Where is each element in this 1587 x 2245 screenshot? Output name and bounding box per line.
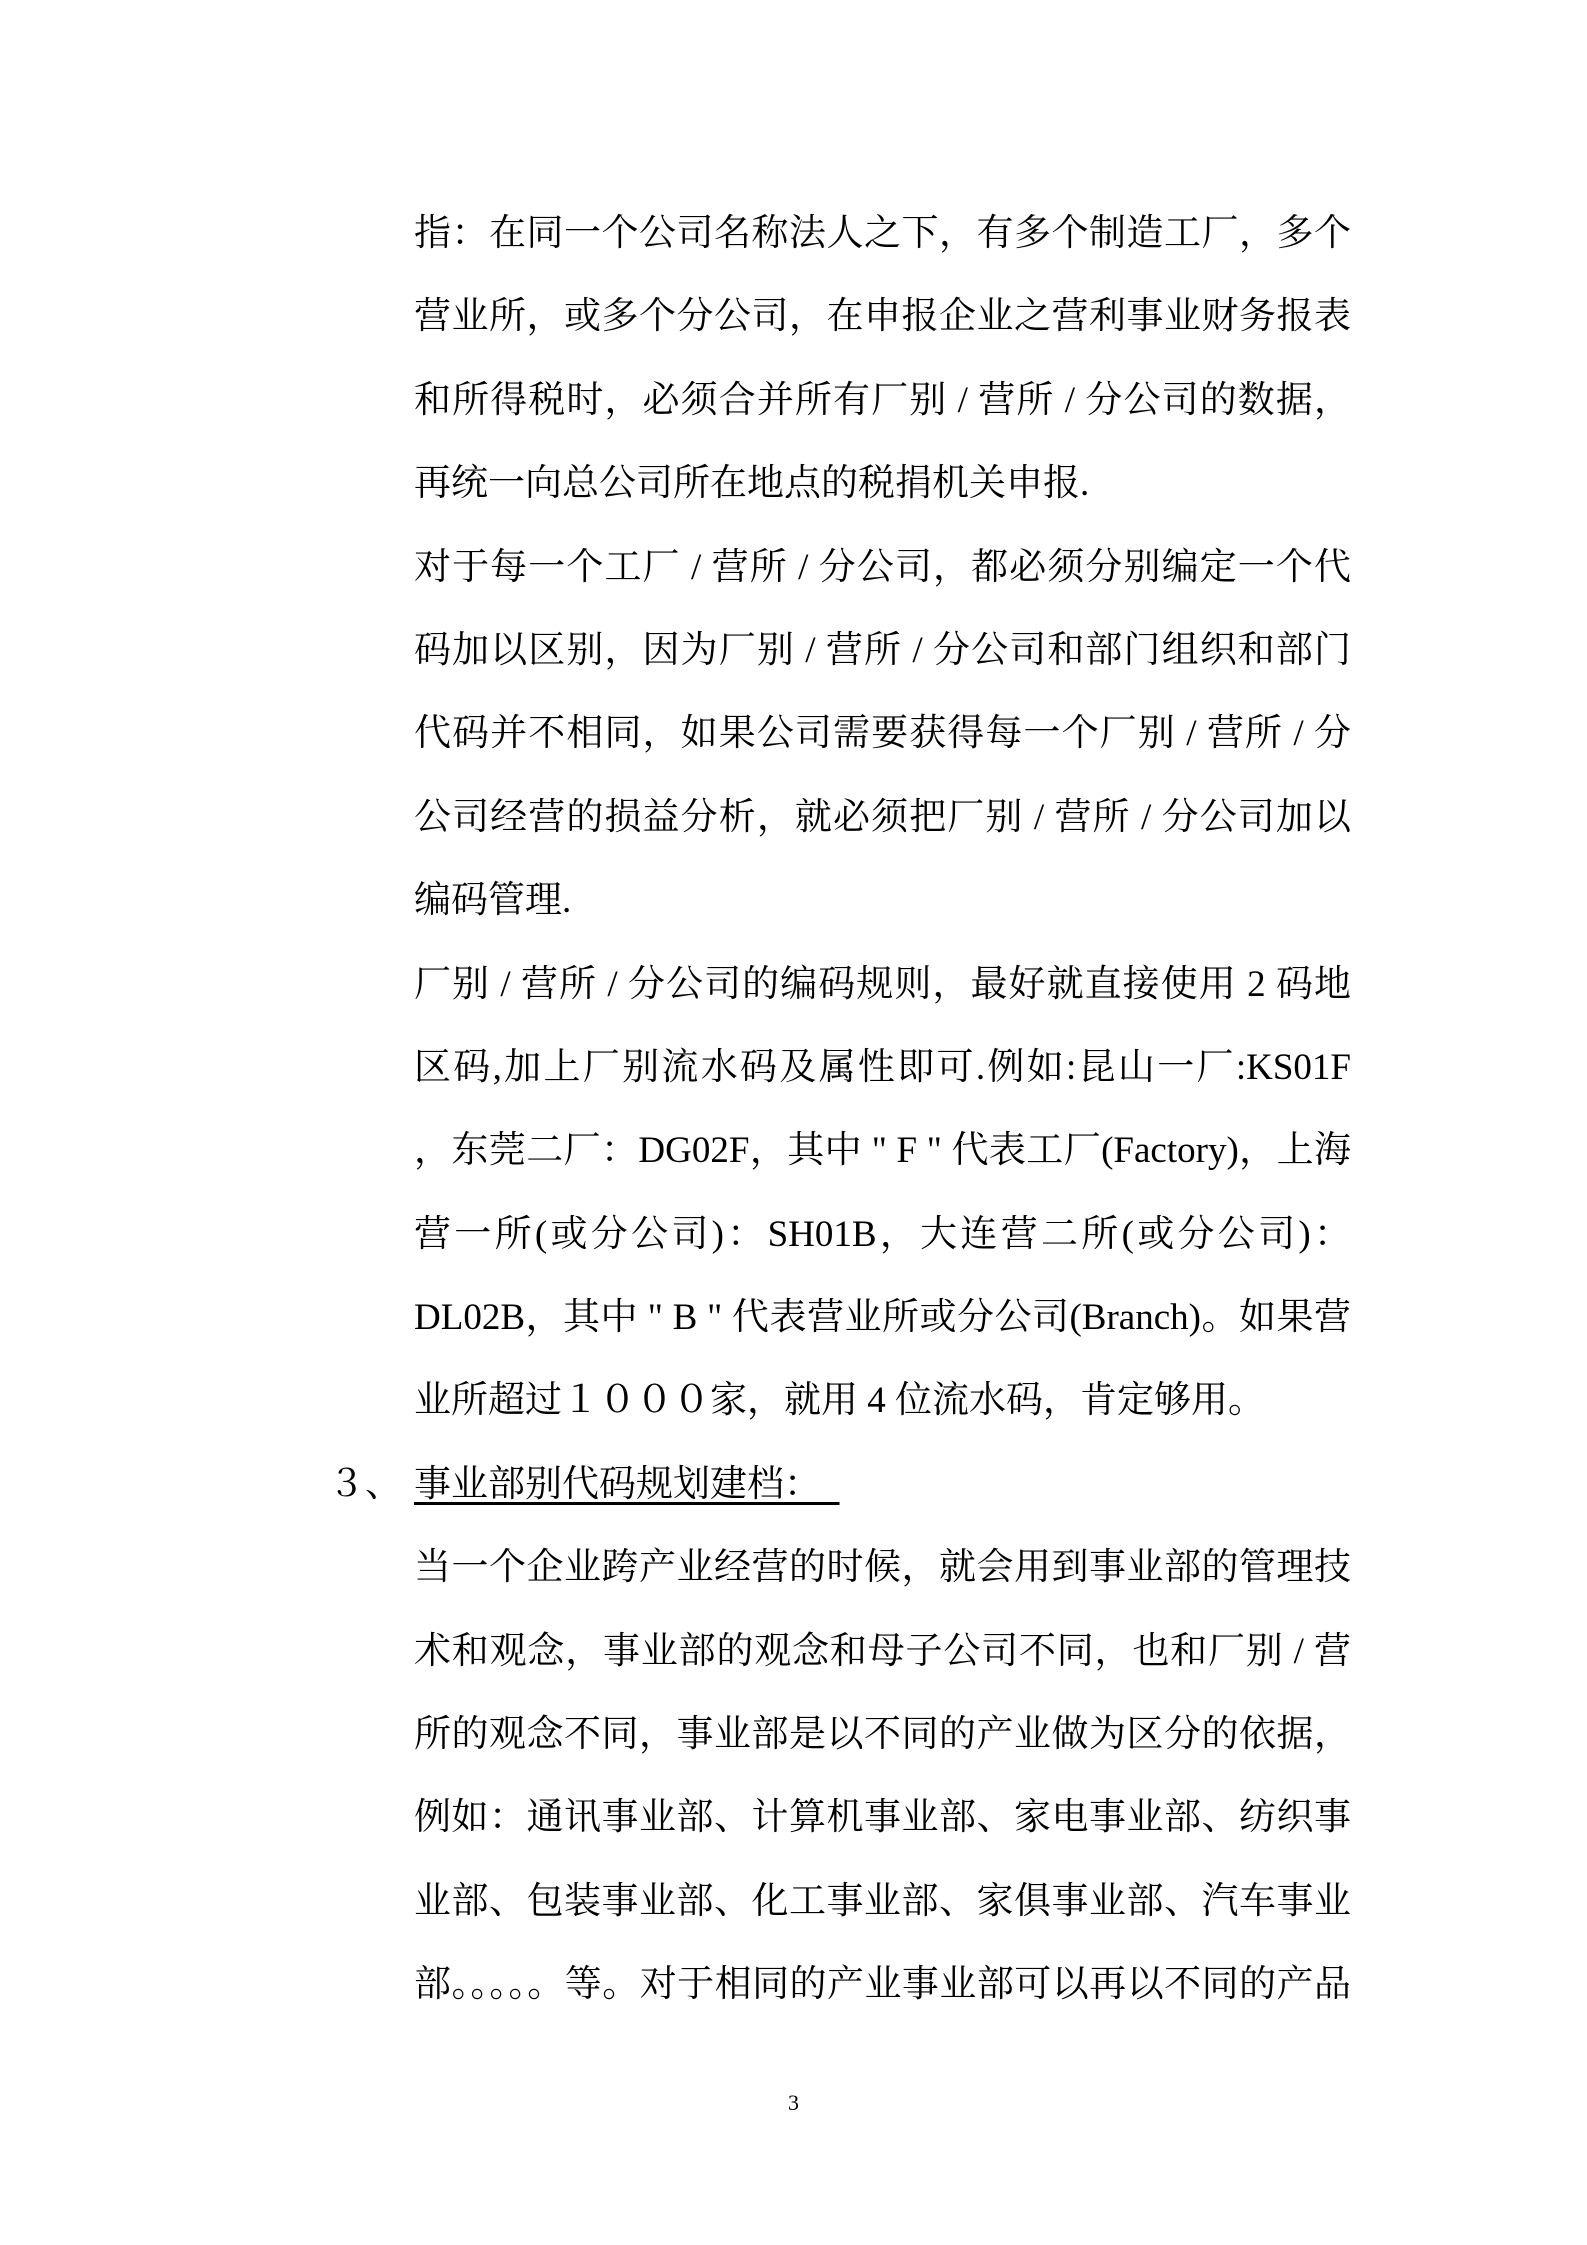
text-line: 厂别 / 营所 / 分公司的编码规则，最好就直接使用 2 码地	[414, 963, 1351, 1005]
paragraph-1	[414, 192, 1351, 526]
text-line: 营一所(或分公司)：SH01B，大连营二所(或分公司)：	[414, 1213, 1351, 1255]
text-line: 编码管理.	[414, 880, 572, 922]
text-line: 和所得税时，必须合并所有厂别 / 营所 / 分公司的数据，	[414, 379, 1351, 421]
text-line: ，东莞二厂：DG02F，其中 " F " 代表工厂(Factory)，上海	[414, 1130, 1351, 1172]
text-line: 公司经营的损益分析，就必须把厂别 / 营所 / 分公司加以	[414, 796, 1351, 838]
text-line: 再统一向总公司所在地点的税捐机关申报.	[414, 463, 1090, 505]
text-line: 当一个企业跨产业经营的时候，就会用到事业部的管理技	[414, 1547, 1351, 1589]
text-line: 术和观念，事业部的观念和母子公司不同，也和厂别 / 营	[414, 1630, 1351, 1672]
text-line: 代码并不相同，如果公司需要获得每一个厂别 / 营所 / 分	[414, 713, 1351, 755]
section-heading	[328, 1443, 1351, 1526]
text-line: 部。。。。。等。对于相同的产业事业部可以再以不同的产品	[414, 1964, 1351, 2006]
section-title: 事业部别代码规划建档：	[414, 1463, 821, 1505]
text-line: 对于每一个工厂 / 营所 / 分公司，都必须分别编定一个代	[414, 546, 1351, 588]
text-line: 业部、包装事业部、化工事业部、家俱事业部、汽车事业	[414, 1880, 1351, 1922]
text-line: 营业所，或多个分公司，在申报企业之营利事业财务报表	[414, 296, 1351, 338]
text-line: 区码,加上厂别流水码及属性即可.例如:昆山一厂:KS01F	[414, 1046, 1351, 1088]
paragraph-4	[414, 1526, 1351, 2026]
text-line: 码加以区别，因为厂别 / 营所 / 分公司和部门组织和部门	[414, 629, 1351, 671]
document-body	[328, 192, 1351, 2027]
text-line: DL02B，其中 " B " 代表营业所或分公司(Branch)。如果营	[414, 1297, 1351, 1339]
section-number: ３、	[328, 1463, 402, 1505]
text-line: 所的观念不同，事业部是以不同的产业做为区分的依据，	[414, 1714, 1351, 1756]
paragraph-3	[414, 943, 1351, 1443]
paragraph-2	[414, 526, 1351, 943]
text-line: 例如：通讯事业部、计算机事业部、家电事业部、纺织事	[414, 1797, 1351, 1839]
text-line: 指：在同一个公司名称法人之下，有多个制造工厂，多个	[414, 213, 1351, 254]
page-number: 3	[788, 2090, 799, 2115]
text-line: 业所超过１０００家，就用 4 位流水码，肯定够用。	[414, 1380, 1265, 1422]
